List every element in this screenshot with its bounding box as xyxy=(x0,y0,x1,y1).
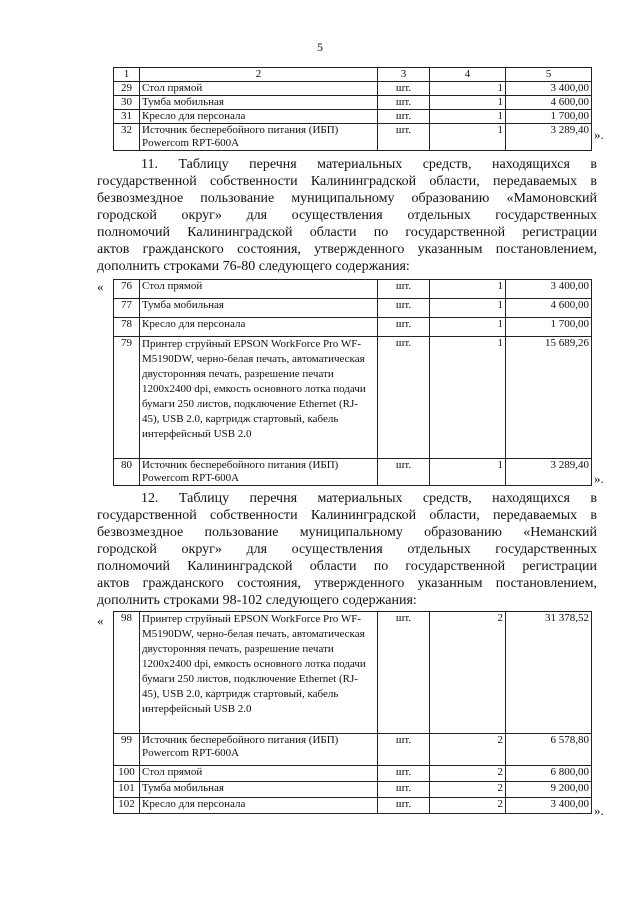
item-unit: шт. xyxy=(378,766,430,782)
table-row xyxy=(114,82,592,96)
paragraph-line: городской округ» для осуществления отдельных государственных xyxy=(97,208,597,223)
row-number: 80 xyxy=(114,459,140,486)
opening-quote: « xyxy=(97,613,104,628)
item-price: 3 289,40 xyxy=(506,124,592,151)
paragraph-line: актов гражданского состояния, утвержденного указанным постановлением, xyxy=(97,576,597,591)
item-price: 3 400,00 xyxy=(506,280,592,299)
table-row xyxy=(114,96,592,110)
header-cell: 5 xyxy=(506,68,592,82)
item-quantity: 2 xyxy=(430,612,506,734)
row-number: 29 xyxy=(114,82,140,96)
item-unit: шт. xyxy=(378,459,430,486)
table-row xyxy=(114,766,592,782)
paragraph-line: государственной собственности Калининградской области, передаваемых в xyxy=(97,508,597,523)
table-row xyxy=(114,318,592,337)
item-name: Источник бесперебойного питания (ИБП) Powercom RPT-600A xyxy=(140,459,378,486)
table-row xyxy=(114,124,592,151)
item-price: 4 600,00 xyxy=(506,96,592,110)
paragraph-11 xyxy=(97,156,597,275)
paragraph-line: актов гражданского состояния, утвержденного указанным постановлением, xyxy=(97,242,597,257)
paragraph-12 xyxy=(97,490,597,609)
item-quantity: 1 xyxy=(430,337,506,459)
table-mamonovsky xyxy=(113,279,592,486)
item-quantity: 2 xyxy=(430,766,506,782)
item-price: 31 378,52 xyxy=(506,612,592,734)
header-cell: 2 xyxy=(140,68,378,82)
header-cell: 4 xyxy=(430,68,506,82)
table-header-row xyxy=(114,68,592,82)
item-price: 3 400,00 xyxy=(506,82,592,96)
item-name: Кресло для персонала xyxy=(140,318,378,337)
item-price: 1 700,00 xyxy=(506,110,592,124)
row-number: 79 xyxy=(114,337,140,459)
paragraph-line: безвозмездное пользование муниципальному образованию «Мамоновский xyxy=(97,191,597,206)
row-number: 99 xyxy=(114,734,140,766)
row-number: 100 xyxy=(114,766,140,782)
table-row xyxy=(114,337,592,459)
item-unit: шт. xyxy=(378,124,430,151)
row-number: 30 xyxy=(114,96,140,110)
table-continuation xyxy=(113,67,592,151)
item-price: 4 600,00 xyxy=(506,299,592,318)
item-name: Кресло для персонала xyxy=(140,798,378,814)
item-name: Принтер струйный EPSON WorkForce Pro WF-M5190DW, черно-белая печать, автоматическая двусторонняя печать, разрешение печати 1200x2400 dpi, емкость основного лотка подачи бумаги 250 листов, подключение Ethernet (RJ-45), USB 2.0, картридж стартовый, кабель интерфейсный USB 2.0 xyxy=(140,612,378,734)
header-cell: 1 xyxy=(114,68,140,82)
item-quantity: 1 xyxy=(430,96,506,110)
item-price: 9 200,00 xyxy=(506,782,592,798)
item-name: Принтер струйный EPSON WorkForce Pro WF-M5190DW, черно-белая печать, автоматическая двусторонняя печать, разрешение печати 1200x2400 dpi, емкость основного лотка подачи бумаги 250 листов, подключение Ethernet (RJ-45), USB 2.0, картридж стартовый, кабель интерфейсный USB 2.0 xyxy=(140,337,378,459)
table-row xyxy=(114,734,592,766)
item-name: Стол прямой xyxy=(140,766,378,782)
item-quantity: 1 xyxy=(430,459,506,486)
item-quantity: 1 xyxy=(430,124,506,151)
row-number: 98 xyxy=(114,612,140,734)
item-name: Тумба мобильная xyxy=(140,299,378,318)
item-unit: шт. xyxy=(378,337,430,459)
item-quantity: 1 xyxy=(430,82,506,96)
item-unit: шт. xyxy=(378,280,430,299)
paragraph-line: государственной собственности Калининградской области, передаваемых в xyxy=(97,174,597,189)
paragraph-line: 11. Таблицу перечня материальных средств, находящихся в xyxy=(141,157,597,172)
item-price: 6 578,80 xyxy=(506,734,592,766)
table-row xyxy=(114,798,592,814)
table-nemansky xyxy=(113,611,592,814)
row-number: 31 xyxy=(114,110,140,124)
item-quantity: 2 xyxy=(430,798,506,814)
item-unit: шт. xyxy=(378,782,430,798)
paragraph-line: дополнить строками 76-80 следующего содержания: xyxy=(97,259,410,274)
table-row xyxy=(114,110,592,124)
opening-quote: « xyxy=(97,279,104,294)
closing-quote: ». xyxy=(594,127,604,142)
item-name: Источник бесперебойного питания (ИБП) Powercom RPT-600A xyxy=(140,124,378,151)
item-quantity: 1 xyxy=(430,299,506,318)
row-number: 32 xyxy=(114,124,140,151)
item-price: 3 400,00 xyxy=(506,798,592,814)
item-price: 3 289,40 xyxy=(506,459,592,486)
table-row xyxy=(114,299,592,318)
item-quantity: 1 xyxy=(430,318,506,337)
item-name: Стол прямой xyxy=(140,280,378,299)
item-price: 6 800,00 xyxy=(506,766,592,782)
item-unit: шт. xyxy=(378,96,430,110)
item-unit: шт. xyxy=(378,734,430,766)
row-number: 76 xyxy=(114,280,140,299)
item-unit: шт. xyxy=(378,798,430,814)
item-name: Тумба мобильная xyxy=(140,782,378,798)
item-price: 1 700,00 xyxy=(506,318,592,337)
paragraph-line: безвозмездное пользование муниципальному образованию «Неманский xyxy=(97,525,597,540)
row-number: 101 xyxy=(114,782,140,798)
table-row xyxy=(114,782,592,798)
item-unit: шт. xyxy=(378,110,430,124)
item-name: Стол прямой xyxy=(140,82,378,96)
row-number: 77 xyxy=(114,299,140,318)
closing-quote: ». xyxy=(594,471,604,486)
header-cell: 3 xyxy=(378,68,430,82)
item-quantity: 1 xyxy=(430,110,506,124)
item-unit: шт. xyxy=(378,82,430,96)
item-unit: шт. xyxy=(378,612,430,734)
table-row xyxy=(114,280,592,299)
page-number: 5 xyxy=(317,40,323,54)
item-name: Тумба мобильная xyxy=(140,96,378,110)
paragraph-line: полномочий Калининградской области по государственной регистрации xyxy=(97,225,597,240)
table-row xyxy=(114,459,592,486)
item-unit: шт. xyxy=(378,299,430,318)
row-number: 78 xyxy=(114,318,140,337)
item-unit: шт. xyxy=(378,318,430,337)
paragraph-line: дополнить строками 98-102 следующего содержания: xyxy=(97,593,417,608)
paragraph-line: городской округ» для осуществления отдельных государственных xyxy=(97,542,597,557)
item-name: Источник бесперебойного питания (ИБП) Powercom RPT-600A xyxy=(140,734,378,766)
item-quantity: 1 xyxy=(430,280,506,299)
item-quantity: 2 xyxy=(430,734,506,766)
item-quantity: 2 xyxy=(430,782,506,798)
paragraph-line: 12. Таблицу перечня материальных средств, находящихся в xyxy=(141,491,597,506)
row-number: 102 xyxy=(114,798,140,814)
table-row xyxy=(114,612,592,734)
paragraph-line: полномочий Калининградской области по государственной регистрации xyxy=(97,559,597,574)
item-price: 15 689,26 xyxy=(506,337,592,459)
closing-quote: ». xyxy=(594,803,604,818)
item-name: Кресло для персонала xyxy=(140,110,378,124)
